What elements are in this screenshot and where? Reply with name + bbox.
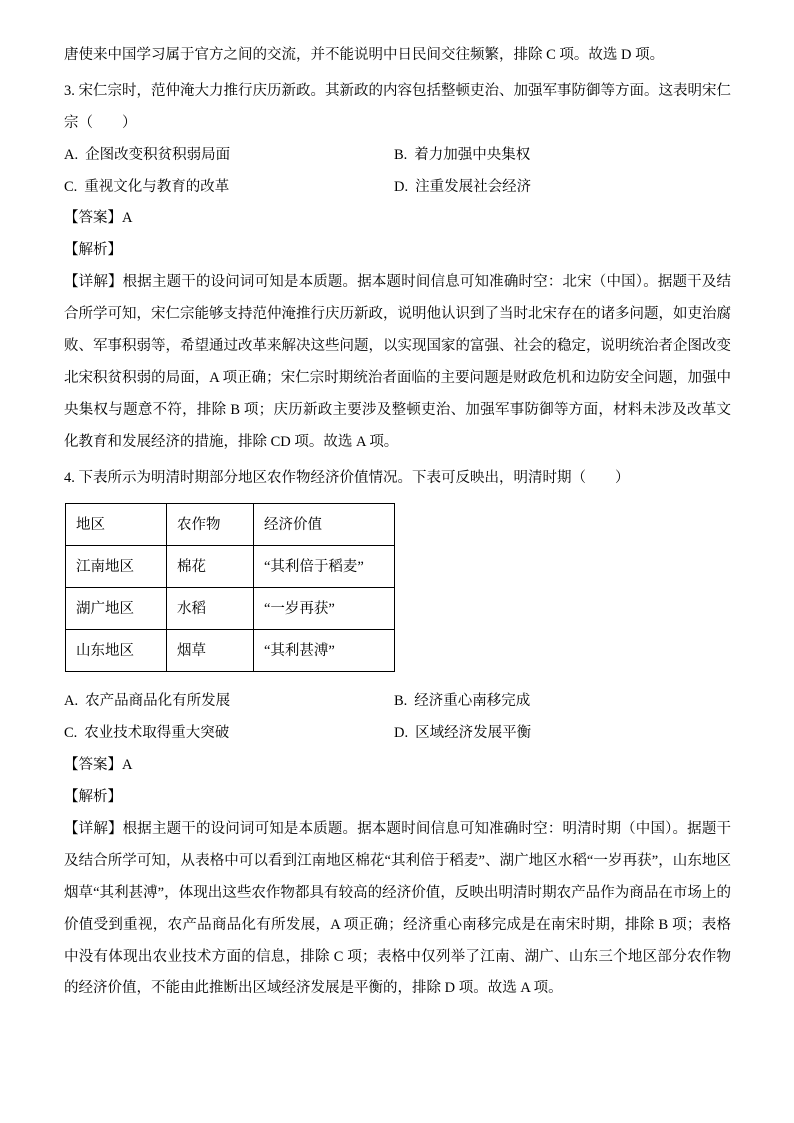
cell-value: “一岁再获”: [254, 588, 395, 630]
option-a-label: A.: [64, 146, 79, 163]
cell-crop: 烟草: [167, 630, 254, 672]
option-b-text: 着力加强中央集权: [414, 146, 531, 163]
table-header-row: [66, 504, 395, 546]
header-value: 经济价值: [254, 504, 395, 546]
table-row: [66, 630, 395, 672]
question-3-option-b: [394, 140, 731, 172]
cell-crop: 水稻: [167, 588, 254, 630]
option-b-label: B.: [394, 146, 408, 163]
option-a-label: A.: [64, 693, 79, 710]
option-c-text: 农业技术取得重大突破: [84, 725, 230, 742]
cell-crop: 棉花: [167, 546, 254, 588]
question-4-stem: 4. 下表所示为明清时期部分地区农作物经济价值情况。下表可反映出，明清时期（ ）: [64, 469, 630, 486]
header-crop: 农作物: [167, 504, 254, 546]
option-b-label: B.: [394, 693, 408, 710]
header-region: 地区: [66, 504, 167, 546]
question-3-stem: 3. 宋仁宗时，范仲淹大力推行庆历新政。其新政的内容包括整顿吏治、加强军事防御等方面。这表明宋仁宗（ ）: [64, 82, 731, 131]
cell-value: “其利甚溥”: [254, 630, 395, 672]
question-4-section: [64, 463, 731, 1006]
option-c-text: 重视文化与教育的改革: [84, 178, 230, 195]
question-4-option-b: [394, 686, 731, 718]
question-4-option-a: [64, 686, 394, 718]
option-c-label: C.: [64, 725, 78, 742]
option-b-text: 经济重心南移完成: [414, 693, 531, 710]
option-c-label: C.: [64, 178, 78, 195]
question-4-analysis-label: 【解析】: [64, 789, 122, 806]
option-d-text: 注重发展社会经济: [415, 178, 532, 195]
crop-value-table: [65, 503, 395, 672]
question-3-analysis-label: 【解析】: [64, 242, 122, 259]
option-d-label: D.: [394, 725, 409, 742]
question-4-option-c: [64, 718, 394, 750]
cell-region: 山东地区: [66, 630, 167, 672]
question-3-option-a: [64, 140, 394, 172]
option-d-text: 区域经济发展平衡: [415, 725, 532, 742]
cell-value: “其利倍于稻麦”: [254, 546, 395, 588]
option-a-text: 农产品商品化有所发展: [85, 693, 231, 710]
table-row: [66, 546, 395, 588]
question-4-options: [64, 686, 731, 750]
question-3-option-c: [64, 172, 394, 204]
table-row: [66, 588, 395, 630]
question-3-explanation: 【详解】根据主题干的设问词可知是本质题。据本题时间信息可知准确时空：北宋（中国）。据题干及结合所学可知，宋仁宗能够支持范仲淹推行庆历新政，说明他认识到了当时北宋存在的诸多问题，如吏治腐败、军事积弱等，希望通过改革来解决这些问题，以实现国家的富强、社会的稳定，说明统治者企图改变北宋积贫积弱的局面，A 项正确；宋仁宗时期统治者面临的主要问题是财政危机和边防安全问题，加强中央集权与题意不符，排除 B 项；庆历新政主要涉及整顿吏治、加强军事防御等方面，材料未涉及改革文化教育和发展经济的措施，排除 CD 项。故选 A 项。: [64, 274, 731, 450]
question-3-section: [64, 76, 731, 459]
question-4-explanation: 【详解】根据主题干的设问词可知是本质题。据本题时间信息可知准确时空：明清时期（中国）。据题干及结合所学可知，从表格中可以看到江南地区棉花“其利倍于稻麦”、湖广地区水稻“一岁再获”，山东地区烟草“其利甚溥”，体现出这些农作物都具有较高的经济价值，反映出明清时期农产品作为商品在市场上的价值受到重视，农产品商品化有所发展，A 项正确；经济重心南移完成是在南宋时期，排除 B 项；表格中没有体现出农业技术方面的信息，排除 C 项；表格中仅列举了江南、湖广、山东三个地区部分农作物的经济价值，不能由此推断出区域经济发展是平衡的，排除 D 项。故选 A 项。: [64, 821, 731, 997]
question-4-answer: 【答案】A: [64, 757, 133, 774]
continuation-paragraph: 唐使来中国学习属于官方之间的交流，并不能说明中日民间交往频繁，排除 C 项。故选 D 项。: [64, 47, 665, 63]
question-3-option-d: [394, 172, 731, 204]
cell-region: 湖广地区: [66, 588, 167, 630]
option-d-label: D.: [394, 178, 409, 195]
question-3-answer: 【答案】A: [64, 210, 133, 227]
cell-region: 江南地区: [66, 546, 167, 588]
question-4-option-d: [394, 718, 731, 750]
question-3-options: [64, 140, 731, 204]
option-a-text: 企图改变积贫积弱局面: [85, 146, 231, 163]
